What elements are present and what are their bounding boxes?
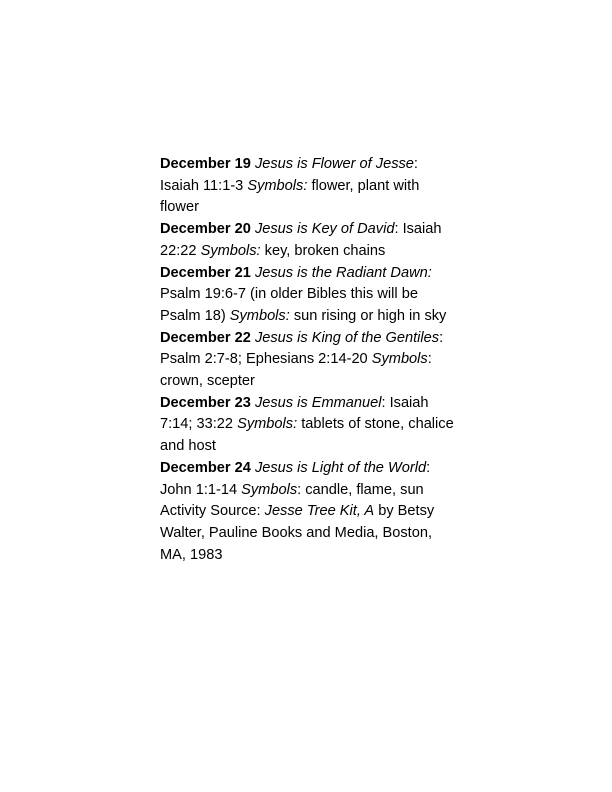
symbols-label: Symbols [371,351,428,368]
entry-title-punct: : [394,221,399,238]
entry-title-punct: : [381,394,386,411]
entry-symbols: : crown, scepter [160,351,432,390]
symbols-label: Symbols: [247,177,308,194]
entry-date: December 19 [160,156,251,172]
entry-december-22 [160,328,460,393]
entry-title-punct: : [426,459,431,476]
symbols-label: Symbols [241,481,298,498]
entry-date: December 23 [160,394,251,411]
entry-title: Jesus is the Radiant Dawn: [254,264,432,281]
entry-title-punct: : [413,156,418,172]
entry-december-20 [160,219,460,262]
entry-title-punct: : [439,329,444,346]
entry-date: December 20 [160,221,251,238]
entry-december-24 [160,458,460,501]
entry-date: December 24 [160,459,251,476]
entry-symbols: sun rising or high in sky [293,307,447,324]
entry-title: Jesus is Flower of Jesse [254,156,414,172]
text-block [160,154,460,566]
source-details: by Betsy Walter, Pauline Books and Media, Boston, MA, 1983 [160,503,435,563]
entry-symbols: : candle, flame, sun [297,481,424,498]
entry-december-21 [160,263,460,328]
entry-title: Jesus is King of the Gentiles [254,329,440,346]
entry-symbols: tablets of stone, chalice and host [160,416,454,455]
entry-reference: Psalm 19:6-7 (in older Bibles this will be Psalm 18) [160,286,418,324]
entry-reference: Isaiah 11:1-3 [160,177,244,194]
entry-reference: Psalm 2:7-8; Ephesians 2:14-20 [160,351,368,368]
entry-title: Jesus is Emmanuel [254,394,382,411]
entry-december-19 [160,154,460,219]
symbols-label: Symbols: [200,242,261,259]
entry-symbols: key, broken chains [264,242,386,259]
entry-december-23 [160,393,460,458]
entry-date: December 22 [160,329,251,346]
entry-title: Jesus is Light of the World [254,459,427,476]
entry-symbols: flower, plant with flower [160,177,420,216]
entry-reference: Isaiah 22:22 [160,221,442,259]
source-title: Jesse Tree Kit, A [264,503,375,520]
source-label: Activity Source: [160,503,261,520]
entry-reference: Isaiah 7:14; 33:22 [160,394,429,433]
entry-date: December 21 [160,264,251,281]
activity-source [160,501,460,566]
entry-title: Jesus is Key of David [254,221,395,238]
symbols-label: Symbols: [237,416,298,433]
symbols-label: Symbols: [229,307,290,324]
entry-reference: John 1:1-14 [160,481,238,498]
